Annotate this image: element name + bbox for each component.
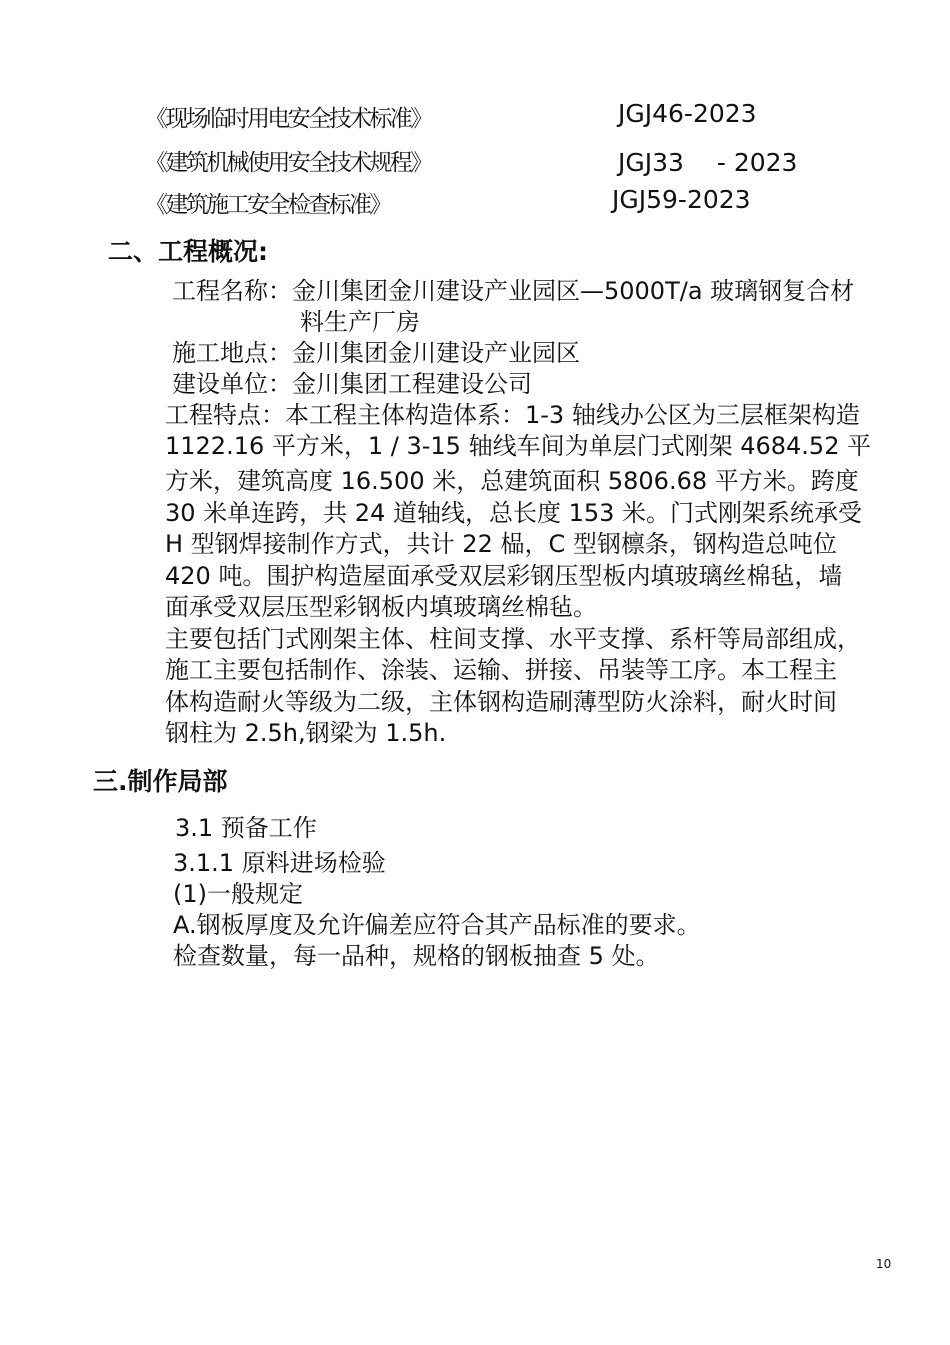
- project-name-line-2: 料生产厂房: [300, 308, 420, 336]
- project-features-line-2: 1122.16 平方米，1 / 3-15 轴线车间为单层门式刚架 4684.52 平: [165, 432, 872, 460]
- paragraph-line: 施工主要包括制作、涂装、运输、拼接、吊装等工序。本工程主: [165, 656, 837, 684]
- project-location: 施工地点：金川集团金川建设产业园区: [172, 339, 580, 367]
- project-owner: 建设单位：金川集团工程建设公司: [172, 370, 532, 398]
- standard-code-3: JGJ59-2023: [612, 185, 751, 214]
- page-number: 10: [876, 1257, 892, 1271]
- inspection-quantity: 检查数量，每一品种，规格的钢板抽查 5 处。: [173, 942, 660, 970]
- standard-title-1: 《现场临时用电安全技术标准》: [145, 106, 431, 132]
- standard-code-2: JGJ33 - 2023: [618, 148, 798, 177]
- section-heading-overview: 二、工程概况:: [108, 237, 268, 266]
- project-name-line-1: 工程名称：金川集团金川建设产业园区—5000T/a 玻璃钢复合材: [172, 277, 855, 305]
- subsection-3-1-1: 3.1.1 原料进场检验: [173, 849, 386, 877]
- paragraph-line: 面承受双层压型彩钢板内填玻璃丝棉毡。: [165, 593, 597, 621]
- paragraph-line: 420 吨。围护构造屋面承受双层彩钢压型板内填玻璃丝棉毡，墙: [165, 561, 843, 590]
- paragraph-line: 钢柱为 2.5h,钢梁为 1.5h.: [165, 719, 447, 747]
- paragraph-line: 30 米单连跨，共 24 道轴线，总长度 153 米。门式刚架系统承受: [165, 498, 863, 527]
- paragraph-line: 主要包括门式刚架主体、柱间支撑、水平支撑、系杆等局部组成，: [165, 624, 861, 653]
- paragraph-line: 体构造耐火等级为二级，主体钢构造刷薄型防火涂料，耐火时间: [165, 687, 837, 716]
- standard-title-2: 《建筑机械使用安全技术规程》: [145, 150, 431, 176]
- paragraph-line: 方米，建筑高度 16.500 米，总建筑面积 5806.68 平方米。跨度: [165, 467, 859, 495]
- general-rule-heading: (1)一般规定: [173, 880, 303, 908]
- standard-code-1: JGJ46-2023: [618, 99, 757, 128]
- subsection-3-1: 3.1 预备工作: [175, 814, 317, 842]
- rule-item-a: A.钢板厚度及允许偏差应符合其产品标准的要求。: [173, 911, 701, 939]
- standard-title-3: 《建筑施工安全检查标准》: [145, 192, 390, 218]
- project-features-paragraph: [165, 466, 905, 750]
- section-heading-fabrication: 三.制作局部: [93, 767, 228, 796]
- project-features-line-1: 工程特点：本工程主体构造体系：1-3 轴线办公区为三层框架构造: [165, 401, 860, 429]
- paragraph-line: H 型钢焊接制作方式，共计 22 榀，C 型钢檩条，钢构造总吨位: [165, 530, 837, 558]
